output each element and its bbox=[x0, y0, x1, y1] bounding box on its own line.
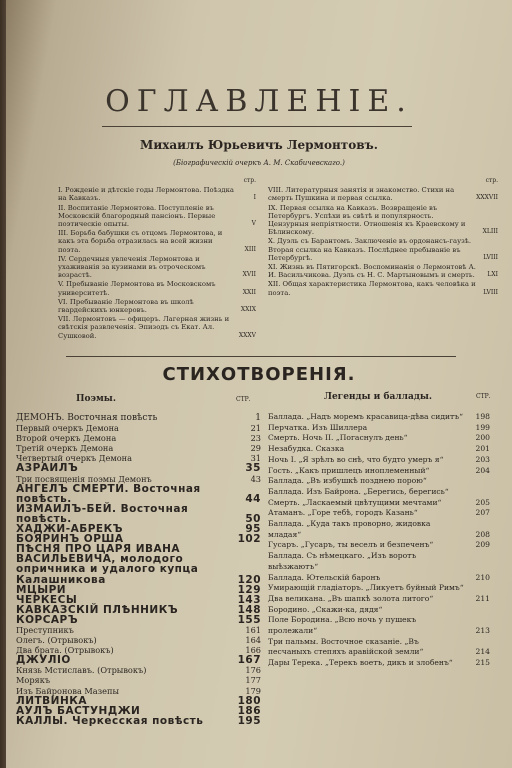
toc-entry bbox=[268, 263, 498, 279]
poem-entry-title: ПѢСНЯ ПРО ЦАРЯ ИВАНА ВАСИЛЬЕВИЧА, молодого опричника и удалого купца Калашникова bbox=[16, 543, 199, 586]
book-page bbox=[6, 0, 512, 768]
toc-entry bbox=[58, 204, 256, 229]
poem-entry-title: Два брата. (Отрывокъ) bbox=[16, 645, 114, 656]
poem-entry-title: ЛИТВИНКА bbox=[16, 694, 87, 707]
poem-entry-page: 120 bbox=[237, 573, 261, 586]
toc-page-label: стр. bbox=[243, 177, 256, 184]
legend-entry-page: 199 bbox=[475, 422, 490, 432]
legend-entry-page: 198 bbox=[475, 412, 490, 421]
legend-entry bbox=[268, 551, 490, 572]
legends-heading: Легенды и баллады. bbox=[324, 392, 432, 402]
toc-entry-title: XII. Общая характеристика Лермонтова, какъ человѣка и поэта. bbox=[268, 280, 476, 297]
legend-entry-title: Баллада. Изъ Байрона. „Берегись, берегись“ bbox=[268, 486, 449, 496]
toc-page-label: стр. bbox=[485, 177, 498, 184]
legend-entry-page: 205 bbox=[475, 497, 490, 507]
poem-entry-page: 177 bbox=[245, 675, 261, 686]
legend-entry-title: Гость. „Какъ пришлецъ иноплеменный“ bbox=[268, 465, 430, 475]
poem-entry-page: 43 bbox=[250, 473, 261, 484]
poem-entry-page: 186 bbox=[237, 704, 261, 717]
toc-entry-title: V. Пребываніе Лермонтова въ Московскомъ университетѣ. bbox=[58, 280, 216, 297]
legend-entry bbox=[268, 444, 490, 455]
poem-entry-page: 155 bbox=[237, 613, 261, 626]
legend-entry-page: 204 bbox=[475, 465, 490, 475]
legend-entry bbox=[268, 594, 490, 605]
toc-entry-title: X. Дуэль съ Барантомъ. Заключеніе въ ордонансъ-гаузѣ. Вторая ссылка на Кавказъ. Послѣднее пребываніе въ Петербургѣ. bbox=[268, 237, 472, 262]
poem-entry bbox=[16, 443, 261, 453]
legend-entry-page: 209 bbox=[475, 540, 490, 550]
toc-entry-title: VII. Лермонтовъ — офицеръ. Лагерная жизнь и свѣтскія развлеченія. Эпизодъ съ Екат. Ал. Сушковой. bbox=[58, 315, 230, 340]
toc-entry-title: VIII. Литературныя занятія и знакомство. Стихи на смерть Пушкина и первая ссылка. bbox=[268, 186, 455, 203]
poem-entry bbox=[16, 675, 261, 685]
poems-page-label: СТР. bbox=[236, 396, 251, 403]
legend-entry-page: 211 bbox=[475, 593, 490, 603]
poem-entry-title: АНГЕЛЪ СМЕРТИ. Восточная повѣсть. bbox=[16, 482, 201, 505]
poems-heading: Поэмы. bbox=[76, 394, 116, 404]
legend-entry bbox=[268, 455, 490, 466]
toc-entry-page: XVII bbox=[242, 271, 256, 279]
legend-entry-title: Баллада. „Надъ моремъ красавица-дѣва сидитъ“ bbox=[268, 412, 463, 421]
toc-entry-title: VI. Пребываніе Лермонтова въ школѣ гвардейскихъ юнкеровъ. bbox=[58, 297, 194, 315]
poem-entry-title: Четвертый очеркъ Демона bbox=[16, 453, 133, 464]
poem-entry bbox=[16, 655, 261, 665]
toc-entry bbox=[268, 204, 498, 237]
legend-entry bbox=[268, 466, 490, 477]
poem-entry-page: 95 bbox=[245, 523, 261, 536]
poem-entry-page: 50 bbox=[245, 512, 261, 525]
toc-entry bbox=[58, 186, 256, 202]
legend-entry-page: 214 bbox=[475, 647, 490, 657]
toc-entry-title: IX. Первая ссылка на Кавказъ. Возвращеніе въ Петербургъ. Успѣхи въ свѣтѣ и популярность. Цензурныя непріятности. Отношенія къ Краевскому и Бѣлинскому. bbox=[268, 203, 466, 237]
toc-entry bbox=[268, 280, 498, 296]
poem-entry-title: АЗРАИЛЪ bbox=[16, 462, 79, 475]
section-divider bbox=[66, 356, 456, 357]
poem-entry-page: 44 bbox=[245, 492, 261, 505]
poem-entry-title: Преступникъ bbox=[16, 624, 74, 635]
legend-entry-page: 213 bbox=[475, 626, 490, 636]
legends-page-label: СТР. bbox=[476, 393, 491, 400]
toc-entry-page: LVIII bbox=[483, 253, 498, 261]
toc-entry-title: XI. Жизнь въ Пятигорскѣ. Воспоминанія о Лермонтовѣ А. И. Васильчикова. Дуэль съ Н. С. Мартыновымъ и смерть. bbox=[268, 263, 476, 280]
poem-entry-title: Изъ Байроновa Мазепы bbox=[16, 685, 119, 696]
toc-entry-page: XXXV bbox=[238, 331, 256, 339]
legend-entry-title: Баллада. Съ нѣмецкаго. „Изъ воротъ выѣзжаютъ“ bbox=[268, 551, 417, 571]
legend-entry bbox=[268, 605, 490, 616]
poem-entry-title: КОРСАРЪ bbox=[16, 613, 79, 626]
legend-entry-title: Дары Терека. „Терекъ воетъ, дикъ и злобенъ“ bbox=[268, 658, 453, 668]
legend-entry bbox=[268, 519, 490, 540]
biography-note: (Біографическій очеркъ А. М. Скабичевскаго.) bbox=[173, 159, 345, 167]
poem-entry bbox=[16, 665, 261, 675]
poem-entry bbox=[16, 615, 261, 625]
toc-entry-title: I. Рожденіе и дѣтскіе годы Лермонтова. Поѣздка на Кавказъ. bbox=[58, 186, 234, 203]
legend-entry-title: Бородино. „Скажи-ка, дядя“ bbox=[268, 604, 383, 614]
legend-entry bbox=[268, 508, 490, 519]
poem-entry-page: 180 bbox=[237, 694, 261, 707]
poem-entry-title: БОЯРИНЪ ОРША bbox=[16, 533, 124, 546]
poem-entry bbox=[16, 413, 261, 423]
legend-entry-title: Гусаръ. „Гусаръ, ты веселъ и безпеченъ“ bbox=[268, 540, 434, 550]
toc-entry bbox=[268, 186, 498, 202]
poem-entry-page: 176 bbox=[245, 665, 261, 676]
poem-entry-page: 179 bbox=[245, 685, 261, 696]
toc-entry-page: LXI bbox=[487, 271, 498, 279]
legend-entry-title: Поле Бородина. „Всю ночь у пушекъ пролежали“ bbox=[268, 615, 417, 636]
toc-entry-page: XIII bbox=[244, 245, 256, 253]
legend-entry-title: Перчатка. Изъ Шиллера bbox=[268, 422, 368, 432]
poem-entry bbox=[16, 544, 261, 584]
poem-entry-title: ЧЕРКЕСЫ bbox=[16, 593, 78, 606]
legend-entry bbox=[268, 658, 490, 669]
toc-entry-page: V bbox=[251, 220, 256, 228]
poem-entry-page: 161 bbox=[245, 624, 261, 635]
poem-entry-title: ХАДЖИ-АБРЕКЪ bbox=[16, 523, 124, 536]
toc-entry-title: IV. Сердечныя увлеченія Лермонтова и ухаживанія за кузинами въ отроческомъ возрастѣ. bbox=[58, 254, 206, 280]
legend-entry-page: 208 bbox=[475, 529, 490, 539]
toc-entry-page: LVIII bbox=[483, 288, 498, 296]
poem-entry-title: КАВКАЗСКІЙ ПЛѢННИКЪ bbox=[16, 603, 179, 616]
poems-list bbox=[16, 413, 261, 726]
legends-list bbox=[268, 412, 490, 669]
legend-entry bbox=[268, 637, 490, 658]
poem-entry bbox=[16, 463, 261, 473]
poem-entry-page: 21 bbox=[250, 423, 261, 434]
legend-entry-title: Смерть. Ночь II. „Погаснулъ день“ bbox=[268, 433, 408, 443]
toc-entry-page: XXIX bbox=[240, 306, 256, 314]
legend-entry-page: 210 bbox=[475, 572, 490, 582]
legend-entry-title: Ночь I. „Я зрѣлъ во снѣ, что будто умеръ я“ bbox=[268, 454, 444, 464]
poem-entry-title: АУЛЪ БАСТУНДЖИ bbox=[16, 704, 141, 717]
toc-entry bbox=[58, 315, 256, 340]
poem-entry-page: 35 bbox=[245, 462, 261, 475]
poem-entry bbox=[16, 423, 261, 433]
legend-entry-title: Умирающій гладіаторъ. „Ликуетъ буйный Римъ“ bbox=[268, 583, 464, 593]
poem-entry-page: 29 bbox=[250, 443, 261, 454]
poem-entry-title: Три посвященія поэмы Демонъ bbox=[16, 473, 152, 484]
poem-entry-title: ИЗМАИЛЪ-БЕЙ. Восточная повѣсть. bbox=[16, 502, 189, 525]
poem-entry bbox=[16, 716, 261, 726]
toc-entry bbox=[58, 229, 256, 254]
toc-entry bbox=[58, 280, 256, 296]
poem-entry bbox=[16, 504, 261, 524]
poem-entry-title: Третій очеркъ Демона bbox=[16, 443, 114, 454]
title-divider bbox=[102, 126, 412, 127]
section-title: СТИХОТВОРЕНІЯ. bbox=[162, 364, 356, 385]
toc-entry-page: XXII bbox=[242, 288, 256, 296]
poem-entry-title: Второй очеркъ Демона bbox=[16, 433, 117, 444]
legend-entry-page: 201 bbox=[475, 444, 490, 454]
poem-entry-page: 166 bbox=[245, 645, 261, 656]
poem-entry-title: Олегъ. (Отрывокъ) bbox=[16, 635, 97, 646]
poem-entry-title: Князь Мстиславъ. (Отрывокъ) bbox=[16, 665, 147, 676]
legend-entry bbox=[268, 573, 490, 584]
legend-entry-page: 203 bbox=[475, 454, 490, 464]
legend-entry-title: Смерть. „Ласкаемый цвѣтущими мечтами“ bbox=[268, 497, 442, 507]
poem-entry-title: МЦЫРИ bbox=[16, 583, 67, 596]
toc-entry-page: I bbox=[253, 194, 256, 202]
poem-entry-page: 31 bbox=[250, 453, 261, 464]
toc-entry-title: II. Воспитаніе Лермонтова. Поступленіе въ Московскій благородный пансіонъ. Первые поэтическіе опыты. bbox=[58, 203, 216, 229]
poem-entry-page: 102 bbox=[237, 533, 261, 546]
legend-entry-title: Баллада. „Въ избушкѣ позднею порою“ bbox=[268, 476, 427, 486]
poem-entry bbox=[16, 625, 261, 635]
legend-entry-page: 207 bbox=[475, 508, 490, 518]
legend-entry-title: Баллада. „Куда такъ проворно, жидовка младая“ bbox=[268, 519, 431, 539]
poem-entry bbox=[16, 635, 261, 645]
legend-entry-title: Три пальмы. Восточное сказаніе. „Въ песчаныхъ степяхъ аравійской земли“ bbox=[268, 636, 424, 657]
legend-entry-title: Атаманъ. „Горе тебѣ, городъ Казань“ bbox=[268, 508, 418, 518]
legend-entry-title: Незабудка. Сказка bbox=[268, 444, 345, 454]
toc-entry bbox=[268, 237, 498, 262]
legend-entry bbox=[268, 540, 490, 551]
poem-entry-title: Первый очеркъ Демона bbox=[16, 423, 119, 434]
page-title: ОГЛАВЛЕНІЕ. bbox=[105, 84, 413, 119]
poem-entry-page: 23 bbox=[250, 433, 261, 444]
poem-entry bbox=[16, 433, 261, 443]
legend-entry-page: 200 bbox=[475, 433, 490, 443]
toc-entry-page: XLIII bbox=[482, 228, 498, 236]
poem-entry-title: ДЕМОНЪ. Восточная повѣсть bbox=[16, 413, 158, 423]
poem-entry-page: 195 bbox=[237, 714, 261, 727]
legend-entry bbox=[268, 433, 490, 444]
legend-entry bbox=[268, 423, 490, 434]
poem-entry bbox=[16, 484, 261, 504]
poem-entry-title: КАЛЛЫ. Черкесская повѣсть bbox=[16, 714, 204, 727]
toc-entry-title: III. Борьба бабушки съ отцомъ Лермонтова, и какъ эта борьба отразилась на всей жизни поэта. bbox=[58, 229, 223, 254]
legend-entry bbox=[268, 615, 490, 636]
poem-entry-page: 148 bbox=[237, 603, 261, 616]
poem-entry-title: Морякъ bbox=[16, 675, 51, 686]
poem-entry-page: 164 bbox=[245, 635, 261, 646]
toc-entry-page: XXXVII bbox=[476, 194, 498, 202]
poem-entry-page: 143 bbox=[237, 593, 261, 606]
poem-entry-title: ДЖУЛІО bbox=[16, 654, 71, 667]
legend-entry-page: 215 bbox=[475, 658, 490, 668]
poem-entry-page: 129 bbox=[237, 583, 261, 596]
author-heading: Михаилъ Юрьевичъ Лермонтовъ. bbox=[140, 138, 378, 152]
legend-entry bbox=[268, 583, 490, 594]
poem-entry-page: 167 bbox=[237, 654, 261, 667]
legend-entry bbox=[268, 476, 490, 487]
poem-entry-page: 1 bbox=[255, 413, 261, 423]
biography-toc-right bbox=[268, 177, 498, 298]
legend-entry bbox=[268, 412, 490, 423]
biography-toc-left bbox=[58, 177, 256, 341]
toc-entry bbox=[58, 255, 256, 280]
legend-entry-title: Два великана. „Въ шапкѣ золота литого“ bbox=[268, 593, 434, 603]
legend-entry bbox=[268, 498, 490, 509]
legend-entry bbox=[268, 487, 490, 498]
toc-entry bbox=[58, 298, 256, 314]
legend-entry-title: Баллада. Ютельскій баронъ bbox=[268, 572, 381, 582]
